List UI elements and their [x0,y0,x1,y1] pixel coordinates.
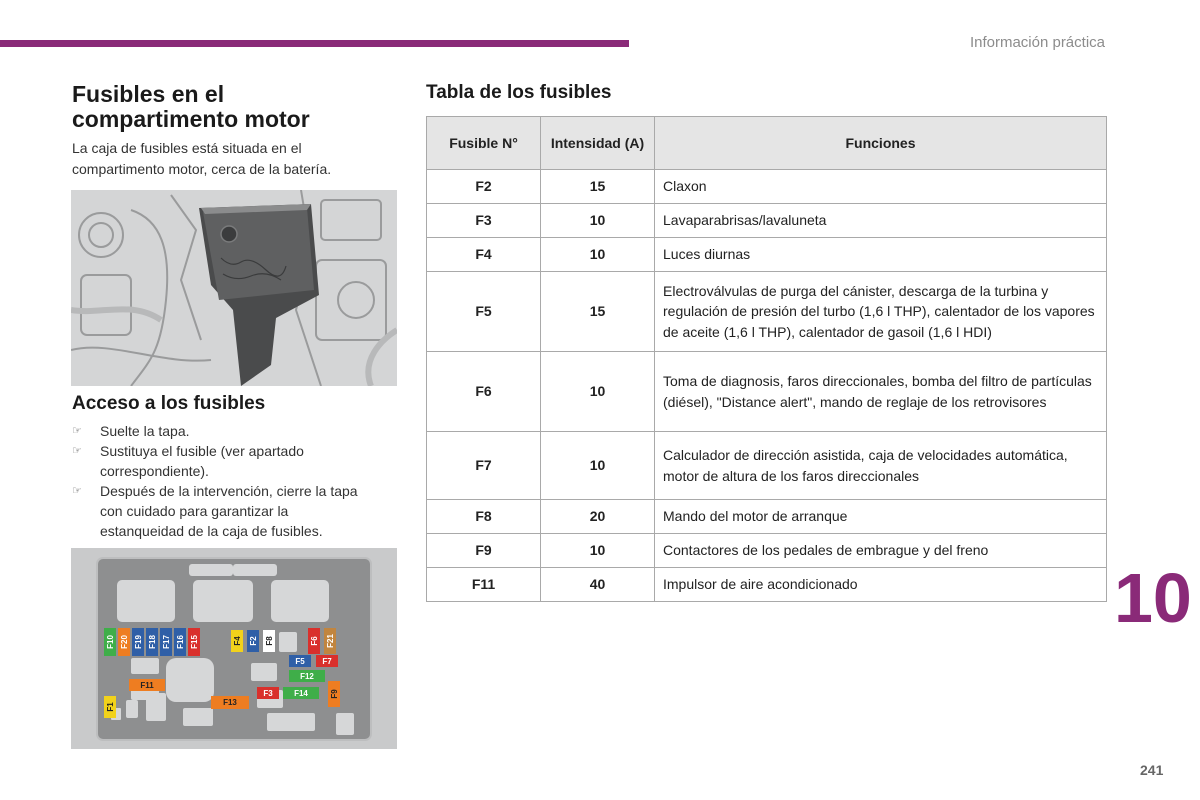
step-item [72,421,372,441]
fuse-label: F4 [233,636,242,646]
fuse-number: F5 [427,272,541,352]
table-row [427,534,1107,568]
fuse-amperage: 10 [541,238,655,272]
fuse-label: F8 [265,636,274,646]
fuse-function: Calculador de dirección asistida, caja de velocidades automática, motor de altura de los faros direccionales [655,432,1107,500]
step-text: Suelte la tapa. [100,423,190,439]
fuse-number: F7 [427,432,541,500]
table-row [427,500,1107,534]
fuse-label: F3 [263,689,273,698]
fuse-number: F3 [427,204,541,238]
fuse-label: F17 [162,635,171,649]
fuse-label: F10 [106,635,115,649]
header-accent-bar [0,40,629,47]
fuse-box-diagram [71,548,397,749]
section-header: Información práctica [969,34,1105,51]
fuse-label: F9 [330,689,339,699]
table-row [427,238,1107,272]
fuse-amperage: 10 [541,534,655,568]
fuse-label: F11 [140,681,154,690]
fuse-function: Claxon [655,170,1107,204]
header-amp: Intensidad (A) [541,117,655,170]
fuse-amperage: 15 [541,272,655,352]
fuse-label: F18 [148,635,157,649]
fuse-amperage: 10 [541,432,655,500]
fuse-function: Mando del motor de arranque [655,500,1107,534]
table-row [427,170,1107,204]
fuse-function: Luces diurnas [655,238,1107,272]
fuse-number: F6 [427,352,541,432]
fuse-function: Toma de diagnosis, faros direccionales, bomba del filtro de partículas (diésel), "Distance alert", mando de reglaje de los retrovisores [655,352,1107,432]
fuse-label: F5 [295,657,305,666]
fuse-amperage: 15 [541,170,655,204]
fuse-number: F8 [427,500,541,534]
access-steps [72,421,372,541]
header-func: Funciones [655,117,1107,170]
page-number: 241 [1140,762,1164,778]
step-item [72,481,372,541]
page-title: Fusibles en el compartimento motor [72,81,310,132]
table-row [427,272,1107,352]
fuse-label: F6 [310,636,319,646]
fuse-label: F2 [249,636,258,646]
chapter-number: 10 [1114,559,1192,637]
intro-text: La caja de fusibles está situada en el compartimento motor, cerca de la batería. [72,140,332,177]
table-row [427,352,1107,432]
fuse-label: F13 [223,698,237,707]
fuse-number: F9 [427,534,541,568]
fuse-label: F1 [106,702,115,712]
table-title: Tabla de los fusibles [426,82,612,103]
header-fuse: Fusible N° [427,117,541,170]
fuse-label: F7 [322,657,332,666]
fuse-function: Contactores de los pedales de embrague y del freno [655,534,1107,568]
step-text: Después de la intervención, cierre la tapa con cuidado para garantizar la estanqueidad de la caja de fusibles. [100,483,358,539]
fuse-number: F2 [427,170,541,204]
engine-compartment-illustration [71,190,397,386]
table-header-row [427,117,1107,170]
step-text: Sustituya el fusible (ver apartado correspondiente). [100,443,304,479]
table-row [427,432,1107,500]
table-row [427,568,1107,602]
fuse-label: F15 [190,635,199,649]
fuse-amperage: 10 [541,204,655,238]
fuse-label: F12 [300,672,314,681]
fuse-number: F4 [427,238,541,272]
fuse-function: Lavaparabrisas/lavaluneta [655,204,1107,238]
fuse-function: Impulsor de aire acondicionado [655,568,1107,602]
step-item [72,441,372,481]
fuse-label: F14 [294,689,308,698]
fuse-amperage: 40 [541,568,655,602]
fuse-table [426,116,1107,602]
table-row [427,204,1107,238]
fuse-label: F19 [134,635,143,649]
fuse-amperage: 10 [541,352,655,432]
fuse-label: F21 [326,634,335,648]
fuse-label: F16 [176,635,185,649]
fuse-number: F11 [427,568,541,602]
pointing-hand-icon: ☞ [72,425,82,437]
pointing-hand-icon: ☞ [72,445,82,457]
pointing-hand-icon: ☞ [72,485,82,497]
fuse-function: Electroválvulas de purga del cánister, descarga de la turbina y regulación de presión del turbo (1,6 l THP), calentador de los vapores de aceite (1,6 l THP), calentador de gasoil (1,6 l HDI) [655,272,1107,352]
fuse-amperage: 20 [541,500,655,534]
fuse-label: F20 [120,635,129,649]
access-title: Acceso a los fusibles [72,393,266,414]
